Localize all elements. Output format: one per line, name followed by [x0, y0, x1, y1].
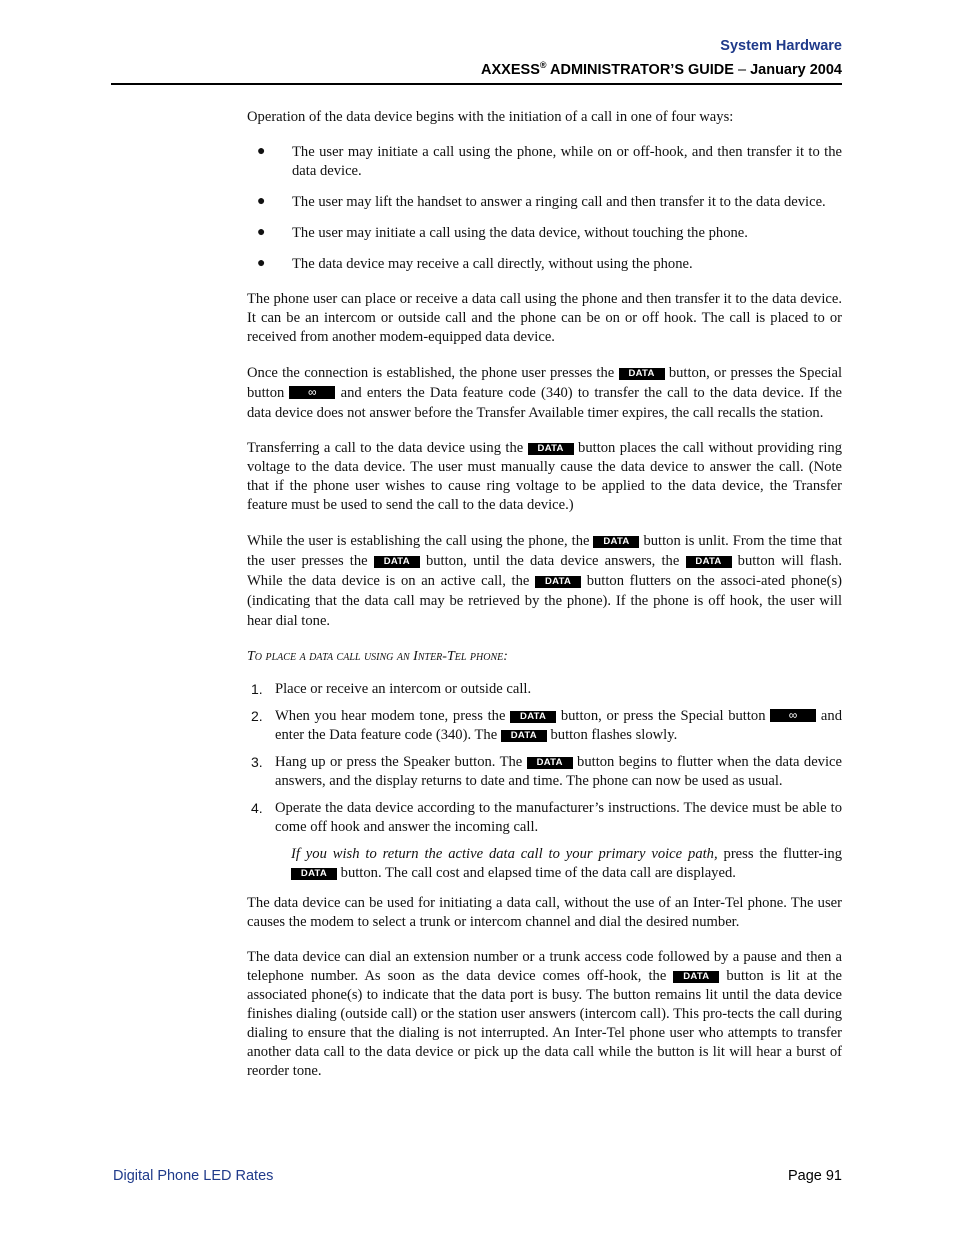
- intro-paragraph: Operation of the data device begins with the initiation of a call in one of four ways:: [247, 109, 734, 125]
- data-key-icon: DATA: [501, 730, 547, 742]
- step-number: 3.: [251, 754, 263, 770]
- paragraph-connection: Once the connection is established, the phone user presses the DATA button, or presses the Special button ∞ and enters the Data feature code (340) to transfer the call to the data device. If the data device does not answer before the Transfer Available timer expires, the call recalls the station.: [247, 365, 842, 421]
- list-item-text: The user may initiate a call using the data device, without touching the phone.: [292, 225, 748, 241]
- special-key-icon: ∞: [289, 386, 335, 399]
- data-key-icon: DATA: [535, 576, 581, 588]
- list-item: 2. When you hear modem tone, press the DATA button, or press the Special button ∞ and enter the Data feature code (340). The DATA button flashes slowly.: [251, 708, 842, 743]
- list-item: 3. Hang up or press the Speaker button. The DATA button begins to flutter when the data device answers, and the display returns to date and time. The phone can now be used as usual.: [251, 754, 842, 789]
- step-number: 4.: [251, 800, 263, 816]
- bullet-icon: ●: [257, 225, 266, 240]
- paragraph-initiating: The data device can be used for initiating a data call, without the use of an Inter-Tel phone. The user causes the modem to select a trunk or intercom channel and dial the desired number.: [247, 895, 842, 930]
- list-item: 1. Place or receive an intercom or outside call.: [251, 681, 532, 697]
- header-dash: –: [737, 61, 747, 78]
- list-item: [247, 255, 842, 274]
- data-key-icon: DATA: [593, 536, 639, 548]
- list-item: 4. Operate the data device according to the manufacturer’s instructions. The device must be able to come off hook and answer the incoming call.: [251, 800, 842, 835]
- guide-name: ADMINISTRATOR’S GUIDE: [546, 61, 738, 78]
- data-key-icon: DATA: [686, 556, 732, 568]
- list-item-text: The data device may receive a call directly, without using the phone.: [292, 256, 693, 272]
- guide-date: January 2004: [746, 61, 842, 78]
- header-section-title: System Hardware: [720, 38, 842, 54]
- page-body: [247, 108, 842, 1097]
- paragraph-dialing: The data device can dial an extension number or a trunk access code followed by a pause and then a telephone number. As soon as the data device comes off-hook, the DATA button is lit at the associated phone(s) to indicate that the data port is busy. The button remains lit until the data device finishes dialing (outside call) or the station user answers (intercom call). This pro-tects the call during dialing to ensure that the dialing is not interrupted. An Inter-Tel phone user who attempts to transfer another data call to the data device or pick up the data call while the button is lit will hear a burst of reorder tone.: [247, 949, 842, 1079]
- header-rule: [111, 83, 842, 85]
- page-number: Page 91: [787, 1168, 842, 1184]
- registered-mark: ®: [539, 60, 547, 70]
- bullet-list: [247, 143, 842, 274]
- bullet-icon: ●: [257, 144, 266, 159]
- data-key-icon: DATA: [291, 868, 337, 880]
- bullet-icon: ●: [257, 256, 266, 271]
- data-key-icon: DATA: [673, 971, 719, 983]
- header-guide-title: [481, 60, 842, 78]
- list-item: [247, 143, 842, 181]
- paragraph-transferring: Transferring a call to the data device using the DATA button places the call without providing ring voltage to the data device. The user must manually cause the data device to answer the call. (Note that if the phone user wishes to cause ring voltage to be applied to the data device, the Transfer feature must be used to send the call to the data device.): [247, 440, 842, 513]
- list-item: [247, 224, 842, 243]
- list-item: [247, 193, 842, 212]
- data-key-icon: DATA: [528, 443, 574, 455]
- data-key-icon: DATA: [374, 556, 420, 568]
- list-item-text: The user may initiate a call using the phone, while on or off-hook, and then transfer it to the data device.: [292, 144, 842, 179]
- special-key-icon: ∞: [770, 709, 816, 722]
- step-note: If you wish to return the active data call to your primary voice path, press the flutter-ing DATA button. The call cost and elapsed time of the data call are displayed.: [291, 846, 842, 881]
- bullet-icon: ●: [257, 194, 266, 209]
- footer-section-title: Digital Phone LED Rates: [113, 1168, 274, 1184]
- step-number: 2.: [251, 708, 263, 724]
- data-key-icon: DATA: [619, 368, 665, 380]
- data-key-icon: DATA: [527, 757, 573, 769]
- list-item-text: The user may lift the handset to answer a ringing call and then transfer it to the data device.: [292, 194, 826, 210]
- procedure-steps: [247, 680, 842, 837]
- paragraph-phone-user: The phone user can place or receive a data call using the phone and then transfer it to the data device. It can be an intercom or outside call and the phone can be on or off hook. The call is placed to or received from another modem-equipped data device.: [247, 291, 842, 345]
- paragraph-establishing: While the user is establishing the call using the phone, the DATA button is unlit. From the time that the user presses the DATA button, until the data device answers, the DATA button will flash. While the data device is on an active call, the DATA button flutters on the associ-ated phone(s) (indicating that the data call may be retrieved by the phone). If the phone is off hook, the user will hear dial tone.: [247, 533, 843, 629]
- step-number: 1.: [251, 681, 263, 697]
- procedure-title: To place a data call using an Inter-Tel phone:: [247, 649, 508, 664]
- product-name: AXXESS: [481, 61, 540, 78]
- data-key-icon: DATA: [510, 711, 556, 723]
